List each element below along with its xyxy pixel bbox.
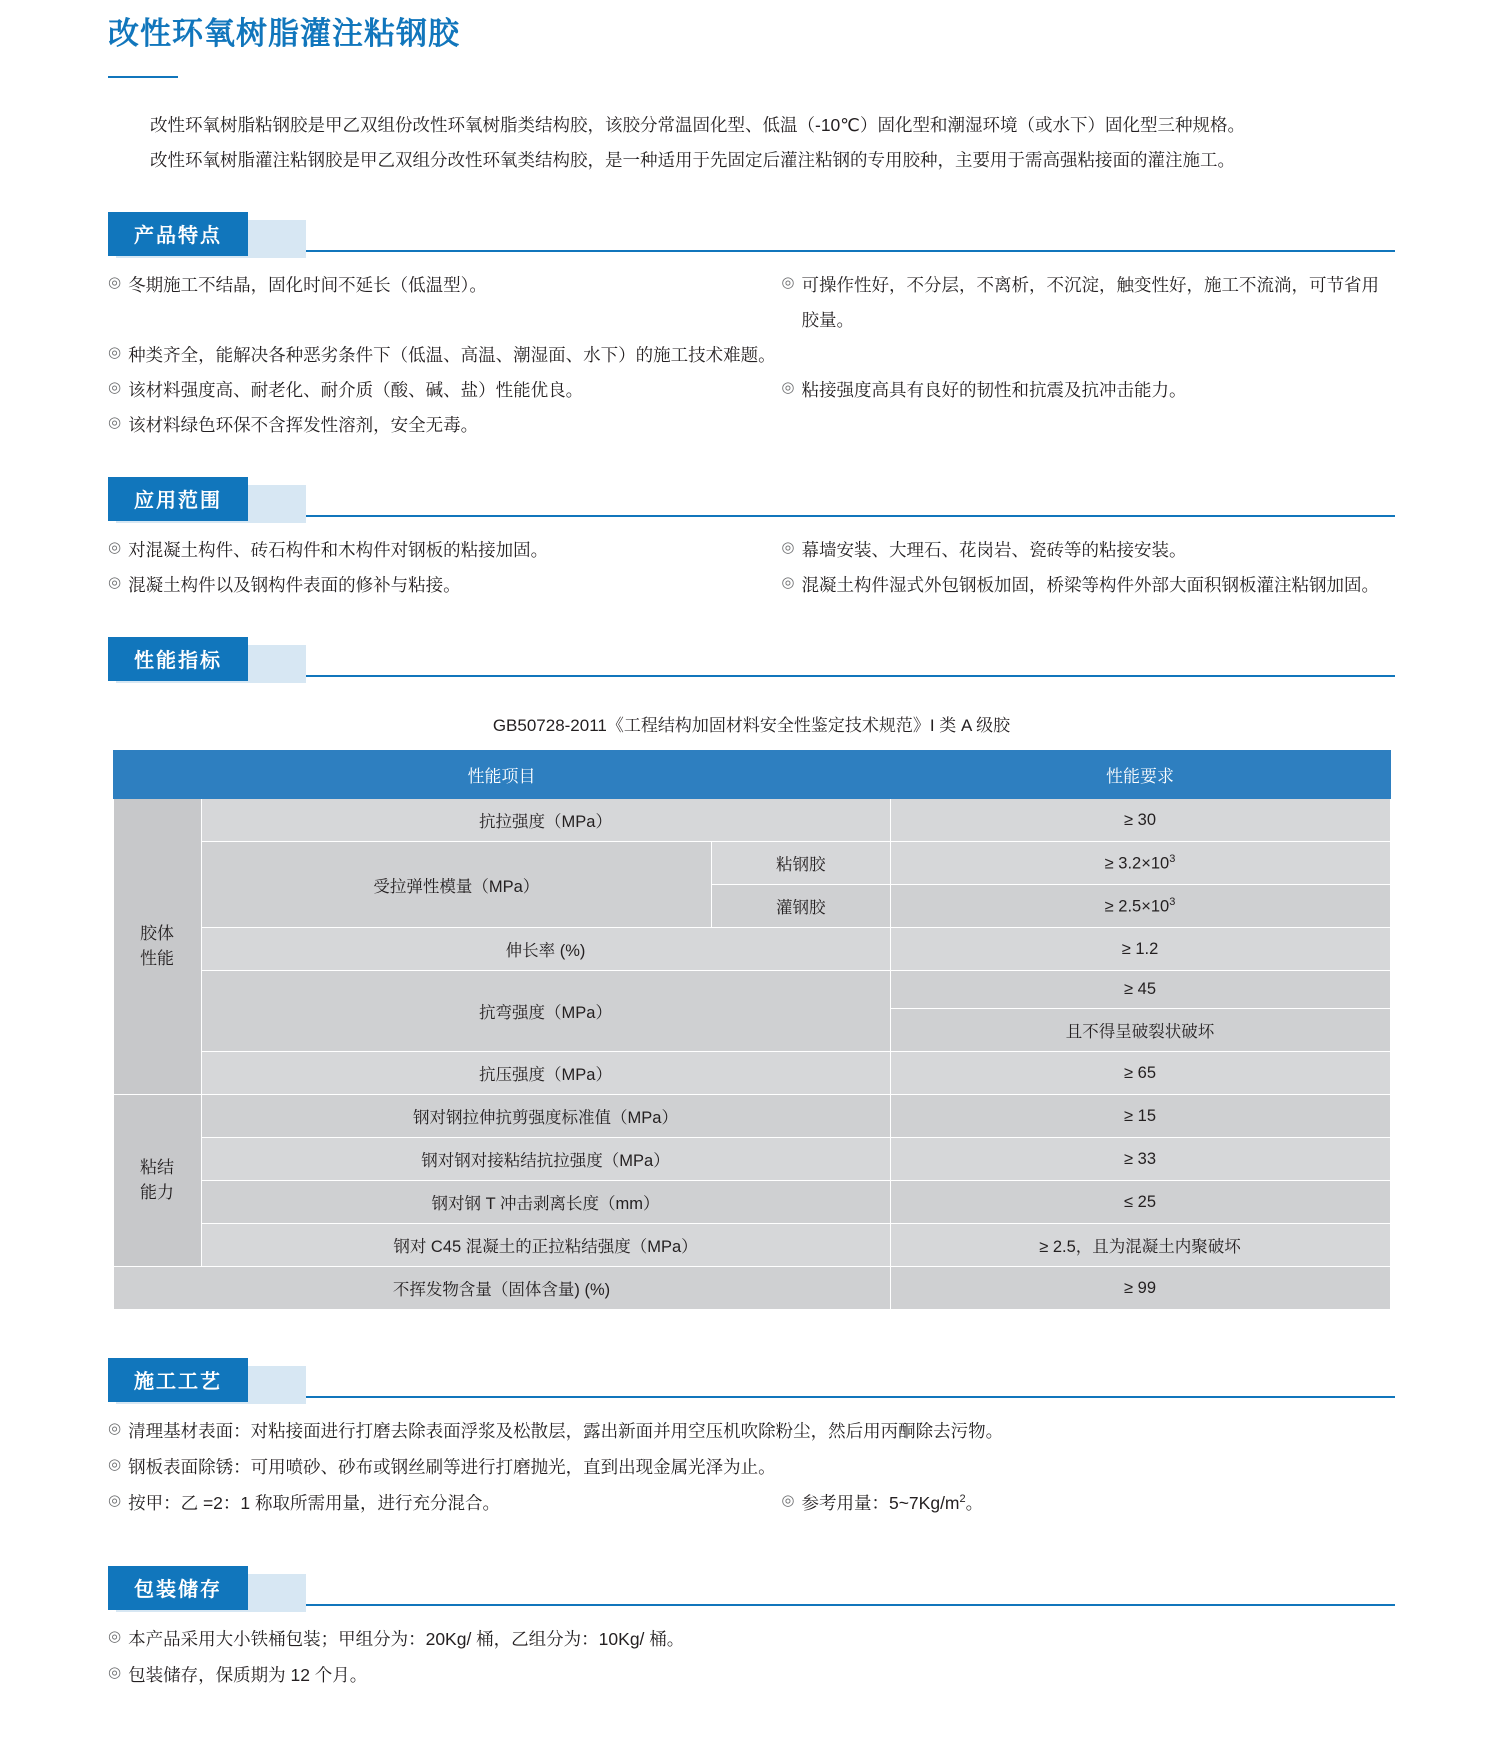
list-item-label: 粘接强度高具有良好的韧性和抗震及抗冲击能力。 — [801, 380, 1187, 401]
list-item — [108, 338, 1403, 373]
list-item — [108, 408, 1403, 443]
cell-item: 抗弯强度（MPa） — [201, 971, 890, 1052]
bullet-icon: ◎ — [108, 539, 122, 557]
section-header-process — [108, 1358, 1503, 1396]
table-header-row — [113, 751, 1390, 799]
bullet-icon: ◎ — [108, 274, 122, 292]
table-row — [113, 842, 1390, 885]
section-title-performance: 性能指标 — [108, 637, 248, 681]
list-row — [108, 1658, 1403, 1694]
dosage-text: 参考用量：5~7Kg/m — [801, 1493, 960, 1514]
bullet-icon: ◎ — [108, 414, 122, 432]
list-item-label: 可操作性好，不分层，不离析，不沉淀，触变性好，施工不流淌，可节省用胶量。 — [801, 275, 1379, 331]
cell-subitem: 灌钢胶 — [712, 885, 890, 928]
cell-value: ≥ 30 — [890, 799, 1390, 842]
list-item — [108, 1486, 781, 1522]
list-item — [108, 568, 781, 603]
list-item — [108, 533, 781, 568]
list-item-label-dosage — [801, 1486, 1391, 1522]
cell-item: 钢对钢对接粘结抗拉强度（MPa） — [201, 1138, 890, 1181]
list-item-label: 混凝土构件以及钢构件表面的修补与粘接。 — [128, 575, 461, 596]
cell-value: 且不得呈破裂状破坏 — [890, 1009, 1390, 1052]
intro-block — [0, 78, 1503, 178]
cell-item: 抗拉强度（MPa） — [201, 799, 890, 842]
list-item-label: 本产品采用大小铁桶包装；甲组分为：20Kg/ 桶，乙组分为：10Kg/ 桶。 — [128, 1628, 685, 1649]
section-title-scope: 应用范围 — [108, 477, 248, 521]
bullet-icon: ◎ — [108, 1420, 122, 1438]
bullet-icon: ◎ — [781, 539, 795, 557]
cell-value: ≥ 45 — [890, 971, 1390, 1009]
cell-value: ≤ 25 — [890, 1181, 1390, 1224]
cell-value: ≥ 33 — [890, 1138, 1390, 1181]
section-header-scope — [108, 477, 1503, 515]
bullet-icon: ◎ — [108, 1456, 122, 1474]
list-item-label: 种类齐全，能解决各种恶劣条件下（低温、高温、潮湿面、水下）的施工技术难题。 — [128, 345, 776, 366]
table-row — [113, 1052, 1390, 1095]
cell-item: 不挥发物含量（固体含量) (%) — [113, 1267, 890, 1310]
list-item-label: 对混凝土构件、砖石构件和木构件对钢板的粘接加固。 — [128, 540, 549, 561]
cell-value-exponent: 3 — [1169, 853, 1176, 866]
list-row — [108, 568, 1403, 603]
list-item — [108, 373, 781, 408]
list-row — [108, 268, 1403, 338]
page-bottom-spacer — [0, 1694, 1503, 1720]
bullet-icon: ◎ — [108, 1492, 122, 1510]
list-item — [108, 1622, 1403, 1658]
column-header-value: 性能要求 — [890, 751, 1390, 799]
bullet-icon: ◎ — [781, 379, 795, 397]
section-header-packaging — [108, 1566, 1503, 1604]
cell-value: ≥ 2.5，且为混凝土内聚破坏 — [890, 1224, 1390, 1267]
bullet-icon: ◎ — [108, 379, 122, 397]
bullet-icon: ◎ — [108, 1627, 122, 1645]
bullet-icon: ◎ — [781, 1492, 795, 1510]
list-row — [108, 408, 1403, 443]
section-title-features: 产品特点 — [108, 212, 248, 256]
list-item-label: 混凝土构件湿式外包钢板加固，桥梁等构件外部大面积钢板灌注粘钢加固。 — [801, 575, 1379, 596]
cell-value: ≥ 65 — [890, 1052, 1390, 1095]
list-row — [108, 1414, 1403, 1450]
cell-value-text: ≥ 3.2×10 — [1104, 854, 1170, 873]
cell-value-text: ≥ 2.5×10 — [1104, 897, 1170, 916]
table-row — [113, 1181, 1390, 1224]
dosage-exponent: 2 — [959, 1493, 966, 1506]
cell-item: 受拉弹性模量（MPa） — [201, 842, 712, 928]
list-item-label: 该材料强度高、耐老化、耐介质（酸、碱、盐）性能优良。 — [128, 380, 584, 401]
cell-subitem: 粘钢胶 — [712, 842, 890, 885]
dosage-suffix: 。 — [965, 1493, 984, 1514]
cell-item: 钢对 C45 混凝土的正拉粘结强度（MPa） — [201, 1224, 890, 1267]
list-item-label: 冬期施工不结晶，固化时间不延长（低温型）。 — [128, 275, 487, 296]
cell-item: 抗压强度（MPa） — [201, 1052, 890, 1095]
table-body — [113, 799, 1390, 1310]
bullet-icon: ◎ — [108, 1663, 122, 1681]
cell-value-exponent: 3 — [1169, 896, 1176, 909]
table-row — [113, 799, 1390, 842]
performance-table — [113, 750, 1391, 1310]
column-header-item: 性能项目 — [113, 751, 890, 799]
list-row — [108, 1486, 1403, 1522]
list-item-label: 幕墙安装、大理石、花岗岩、瓷砖等的粘接安装。 — [801, 540, 1187, 561]
bullet-icon: ◎ — [108, 344, 122, 362]
section-header-features — [108, 212, 1503, 250]
list-item — [781, 1486, 1403, 1522]
table-row — [113, 928, 1390, 971]
table-row — [113, 1138, 1390, 1181]
cell-value: ≥ 1.2 — [890, 928, 1390, 971]
list-row — [108, 1450, 1403, 1486]
list-row — [108, 373, 1403, 408]
page-title: 改性环氧树脂灌注粘钢胶 — [108, 16, 460, 51]
table-row — [113, 1095, 1390, 1138]
cell-item: 钢对钢拉伸抗剪强度标准值（MPa） — [201, 1095, 890, 1138]
cell-value: ≥ 15 — [890, 1095, 1390, 1138]
process-list — [0, 1396, 1503, 1522]
table-head — [113, 751, 1390, 799]
list-item-label: 清理基材表面：对粘接面进行打磨去除表面浮浆及松散层，露出新面并用空压机吹除粉尘，然后用丙酮除去污物。 — [128, 1421, 1004, 1442]
list-item — [108, 1450, 1403, 1486]
title-block — [0, 0, 1503, 78]
section-header-performance — [108, 637, 1503, 675]
bullet-icon: ◎ — [108, 574, 122, 592]
packaging-list — [0, 1604, 1503, 1694]
scope-list — [0, 515, 1503, 603]
list-item — [781, 373, 1403, 408]
bullet-icon: ◎ — [781, 274, 795, 292]
list-row — [108, 533, 1403, 568]
row-group-label-bonding: 粘结 能力 — [113, 1095, 201, 1267]
intro-paragraph-2: 改性环氧树脂灌注粘钢胶是甲乙双组分改性环氧类结构胶，是一种适用于先固定后灌注粘钢的专用胶种，主要用于需高强粘接面的灌注施工。 — [150, 150, 1235, 171]
cell-value: ≥ 99 — [890, 1267, 1390, 1310]
list-item-label: 包装储存，保质期为 12 个月。 — [128, 1664, 368, 1685]
section-title-process: 施工工艺 — [108, 1358, 248, 1402]
table-row — [113, 971, 1390, 1009]
list-item — [108, 1414, 1403, 1450]
cell-value — [890, 842, 1390, 885]
list-row — [108, 1622, 1403, 1658]
table-row — [113, 1267, 1390, 1310]
list-item-label: 钢板表面除锈：可用喷砂、砂布或钢丝刷等进行打磨抛光，直到出现金属光泽为止。 — [128, 1457, 776, 1478]
intro-paragraph-1: 改性环氧树脂粘钢胶是甲乙双组份改性环氧树脂类结构胶，该胶分常温固化型、低温（-10℃）固化型和潮湿环境（或水下）固化型三种规格。 — [150, 115, 1245, 136]
cell-item: 钢对钢 T 冲击剥离长度（mm） — [201, 1181, 890, 1224]
cell-value — [890, 885, 1390, 928]
table-row — [113, 1224, 1390, 1267]
table-caption: GB50728-2011《工程结构加固材料安全性鉴定技术规范》I 类 A 级胶 — [492, 716, 1011, 736]
list-item-label: 该材料绿色环保不含挥发性溶剂，安全无毒。 — [128, 415, 479, 436]
list-item — [108, 268, 781, 338]
list-item — [108, 1658, 1403, 1694]
list-item — [781, 268, 1403, 338]
cell-item: 伸长率 (%) — [201, 928, 890, 971]
bullet-icon: ◎ — [781, 574, 795, 592]
features-list — [0, 250, 1503, 443]
list-item — [781, 533, 1403, 568]
row-group-label-adhesive: 胶体 性能 — [113, 799, 201, 1095]
list-item-label: 按甲：乙 =2：1 称取所需用量，进行充分混合。 — [128, 1493, 501, 1514]
list-item — [781, 568, 1403, 603]
list-row — [108, 338, 1403, 373]
section-title-packaging: 包装储存 — [108, 1566, 248, 1610]
